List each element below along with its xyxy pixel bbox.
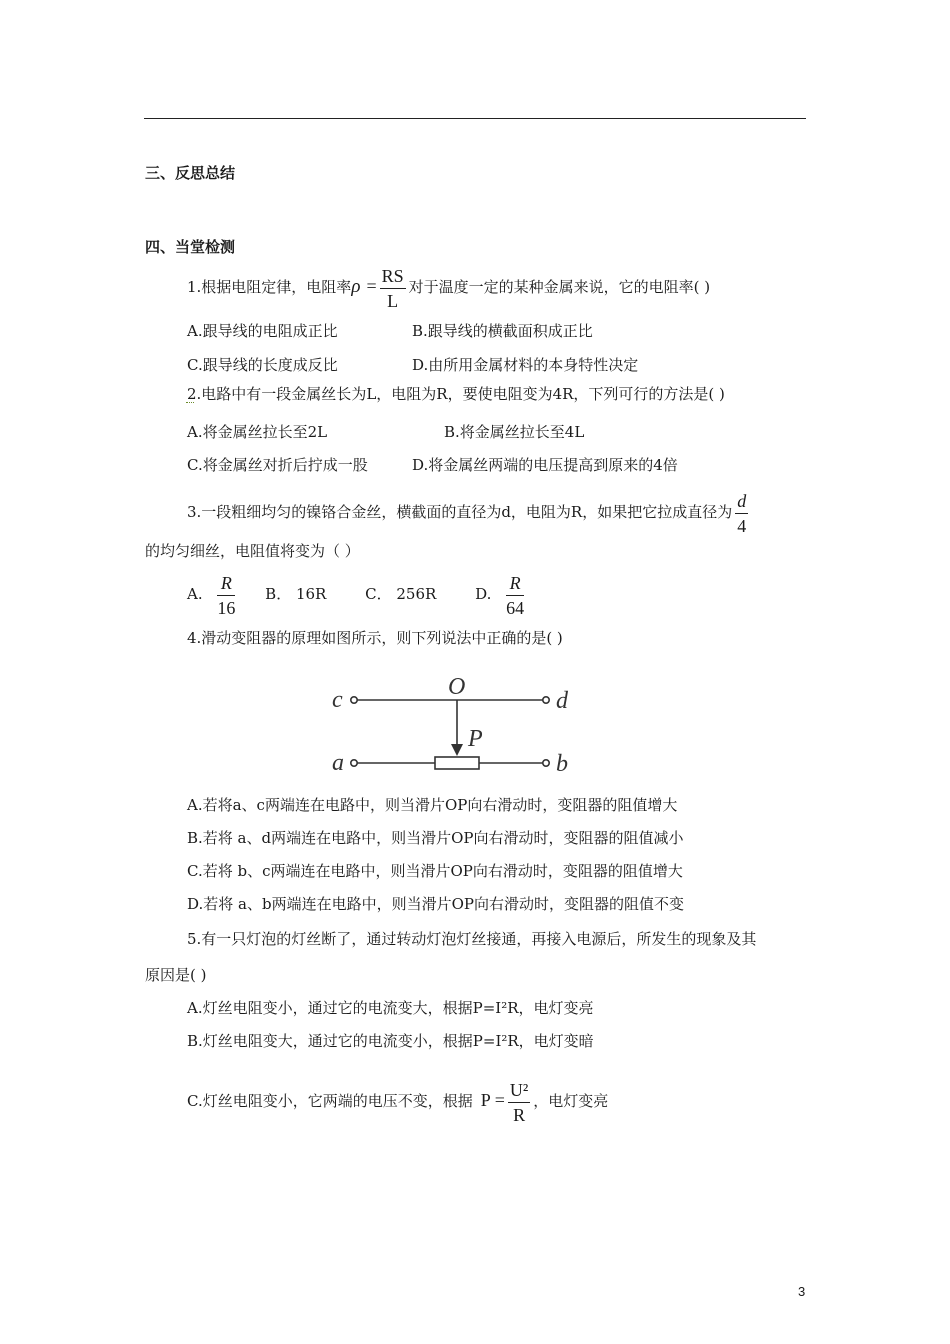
- q1-fraction: [380, 267, 406, 310]
- q1-equals: =: [366, 276, 377, 296]
- question-4: 4.滑动变阻器的原理如图所示，则下列说法中正确的是( ): [187, 629, 563, 647]
- q3-option-a-denominator: 16: [217, 597, 236, 618]
- q5-formula-equals: =: [494, 1090, 505, 1110]
- section-4-title: 四、当堂检测: [145, 238, 236, 256]
- q1-option-b: B.跟导线的横截面积成正比: [412, 322, 593, 340]
- question-5: 5.有一只灯泡的灯丝断了，通过转动灯泡灯丝接通，再接入电源后，所发生的现象及其: [187, 930, 757, 948]
- q2-option-b: B.将金属丝拉长至4L: [444, 423, 585, 441]
- q5-option-c-suffix: ，电灯变亮: [533, 1092, 609, 1110]
- q2-option-a: A.将金属丝拉长至2L: [187, 423, 328, 441]
- q3-stem: 3.一段粗细均匀的镍铬合金丝，横截面的直径为d，电阻为R，如果把它拉成直径为: [187, 503, 733, 521]
- q5-continuation: 原因是( ): [145, 966, 207, 984]
- slider-label-p: P: [468, 726, 483, 752]
- q3-options: [187, 570, 527, 618]
- q5-formula-p: P: [480, 1090, 491, 1110]
- terminal-b: [543, 760, 549, 766]
- q1-option-d: D.由所用金属材料的本身特性决定: [412, 356, 639, 374]
- q3-option-d-numerator: R: [506, 574, 524, 596]
- q2-option-d: D.将金属丝两端的电压提高到原来的4倍: [412, 456, 678, 474]
- q4-option-c: C.若将 b、c两端连在电路中，则当滑片OP向右滑动时，变阻器的阻值增大: [187, 862, 683, 880]
- q3-option-a-label: A.: [187, 585, 203, 603]
- q5-formula-denominator: R: [513, 1104, 526, 1125]
- q3-option-a-fraction: [217, 574, 235, 617]
- rheostat-diagram: [320, 668, 590, 782]
- q5-option-b: B.灯丝电阻变大，通过它的电流变小，根据P=I²R，电灯变暗: [187, 1032, 594, 1050]
- q5-option-a: A.灯丝电阻变小，通过它的电流变大，根据P=I²R，电灯变亮: [187, 999, 594, 1017]
- section-3-title: 三、反思总结: [145, 164, 236, 182]
- q4-option-d: D.若将 a、b两端连在电路中，则当滑片OP向右滑动时，变阻器的阻值不变: [187, 895, 684, 913]
- q3-fraction-denominator: 4: [737, 515, 747, 536]
- q3-option-a-numerator: R: [217, 574, 235, 596]
- q3-option-d-denominator: 64: [506, 597, 525, 618]
- q3-option-b: B． 16R: [265, 585, 327, 603]
- q1-fraction-denominator: L: [387, 290, 399, 311]
- q3-continuation: 的均匀细丝，电阻值将变为（ ）: [145, 542, 360, 560]
- slider-arrow-head: [451, 744, 463, 756]
- page-number: 3: [798, 1284, 806, 1299]
- q3-option-d-fraction: [506, 574, 524, 617]
- q4-option-b: B.若将 a、d两端连在电路中，则当滑片OP向右滑动时，变阻器的阻值减小: [187, 829, 684, 847]
- terminal-label-d: d: [556, 688, 568, 714]
- q5-option-c-prefix: C.灯丝电阻变小，它两端的电压不变，根据: [187, 1092, 473, 1110]
- terminal-d: [543, 697, 549, 703]
- q3-option-d-label: D.: [475, 585, 492, 603]
- q1-prefix: 1.根据电阻定律，电阻率: [187, 278, 352, 296]
- q5-formula-numerator: U²: [508, 1081, 530, 1103]
- q3-diameter-fraction: [735, 492, 748, 535]
- question-3: [187, 488, 751, 536]
- q5-formula-fraction: [508, 1081, 530, 1124]
- q1-option-c: C.跟导线的长度成反比: [187, 356, 338, 374]
- terminal-label-b: b: [556, 751, 568, 777]
- terminal-a: [351, 760, 357, 766]
- q3-option-c: C． 256R: [365, 585, 437, 603]
- q2-option-c: C.将金属丝对折后拧成一股: [187, 456, 368, 474]
- q1-option-a: A.跟导线的电阻成正比: [187, 322, 338, 340]
- terminal-c: [351, 697, 357, 703]
- q1-suffix: 对于温度一定的某种金属来说，它的电阻率( ): [408, 278, 711, 296]
- point-label-o: O: [448, 674, 466, 700]
- header-rule: [144, 118, 806, 119]
- q1-fraction-numerator: RS: [380, 267, 406, 289]
- question-2: 2.电路中有一段金属丝长为L，电阻为R，要使电阻变为4R，下列可行的方法是( ): [187, 385, 725, 403]
- rho-symbol: ρ: [351, 276, 361, 297]
- resistor: [435, 757, 479, 769]
- q5-option-c: [187, 1076, 608, 1125]
- terminal-label-c: c: [332, 687, 343, 713]
- question-1: [187, 262, 710, 311]
- terminal-label-a: a: [332, 750, 344, 776]
- q3-fraction-numerator: d: [735, 492, 748, 514]
- q4-option-a: A.若将a、c两端连在电路中，则当滑片OP向右滑动时，变阻器的阻值增大: [187, 796, 678, 814]
